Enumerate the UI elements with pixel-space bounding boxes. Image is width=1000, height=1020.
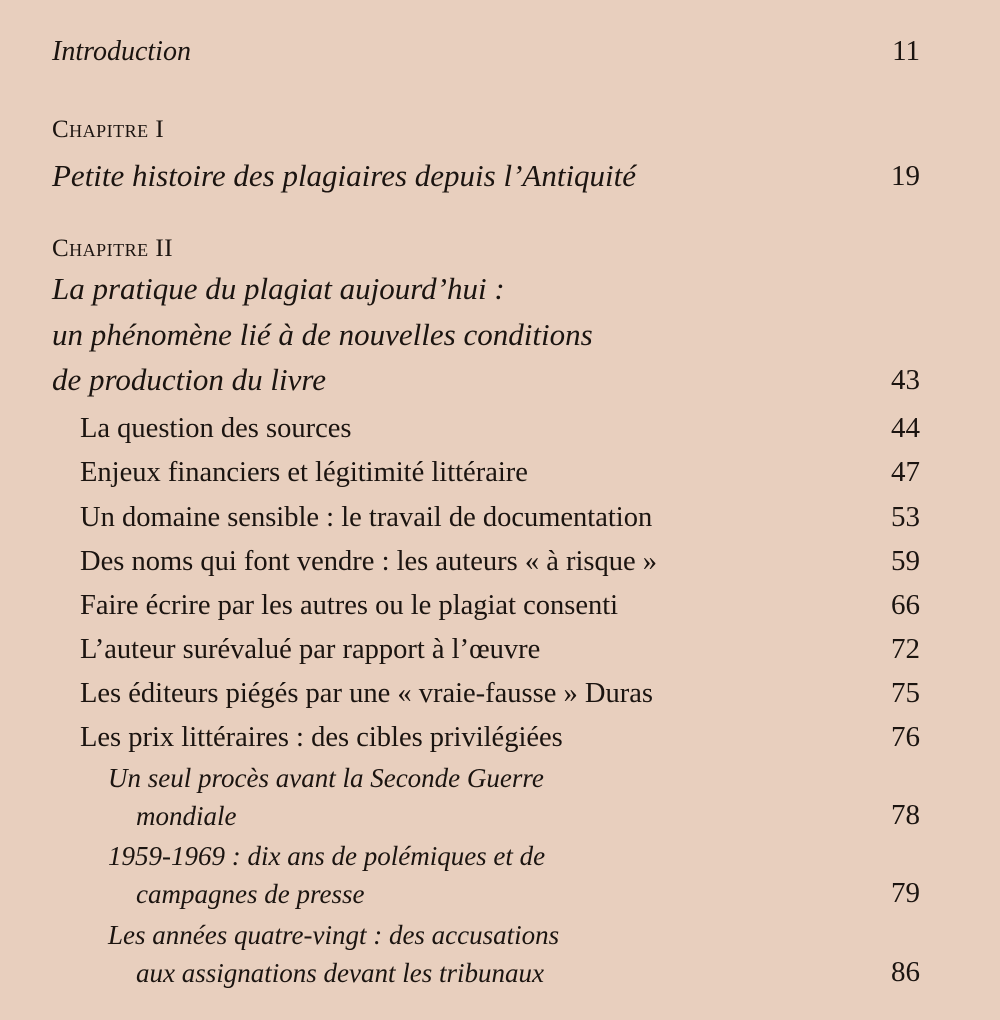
section-title: La question des sources <box>80 412 352 444</box>
toc-page-number: 43 <box>891 364 920 396</box>
subsection-title-line <box>0 830 1000 870</box>
toc-entry-subsection <box>0 947 1000 987</box>
toc-entry-introduction <box>0 26 1000 66</box>
subsection-title: mondiale <box>136 801 237 831</box>
subsection-title: aux assignations devant les tribunaux <box>136 958 544 988</box>
toc-page-number: 66 <box>891 589 920 621</box>
chapter-label: Chapitre II <box>52 235 174 262</box>
toc-entry-subsection <box>0 790 1000 830</box>
subsection-title: Les années quatre-vingt : des accusations <box>108 920 560 950</box>
section-title: L’auteur surévalué par rapport à l’œuvre <box>80 633 541 665</box>
section-title: Les éditeurs piégés par une « vraie-fausse » Duras <box>80 677 653 709</box>
toc-entry-section <box>0 624 1000 664</box>
toc-entry-section <box>0 668 1000 708</box>
chapter-title: Petite histoire des plagiaires depuis l’Antiquité <box>52 158 637 193</box>
section-title: Un domaine sensible : le travail de documentation <box>80 501 653 533</box>
chapter-title: La pratique du plagiat aujourd’hui : <box>52 271 505 306</box>
toc-page-number: 44 <box>891 412 920 444</box>
toc-page-number: 75 <box>891 677 920 709</box>
toc-page-number: 72 <box>891 633 920 665</box>
section-title: Faire écrire par les autres ou le plagiat consenti <box>80 589 619 621</box>
toc-page-number: 47 <box>891 456 920 488</box>
chapter-title: de production du livre <box>52 362 327 397</box>
toc-entry-section <box>0 403 1000 443</box>
chapter-title-line <box>0 310 1000 350</box>
section-title: Enjeux financiers et légitimité littéraire <box>80 456 528 488</box>
chapter-label: Chapitre I <box>52 116 165 143</box>
subsection-title-line <box>0 752 1000 792</box>
toc-page-number: 76 <box>891 721 920 753</box>
toc-entry-title: Introduction <box>52 36 191 67</box>
toc-page-number: 86 <box>891 956 920 988</box>
subsection-title: campagnes de presse <box>136 879 365 909</box>
toc-page-number: 59 <box>891 545 920 577</box>
toc-entry-subsection <box>0 868 1000 908</box>
toc-page-number: 78 <box>891 799 920 831</box>
toc-page-number: 79 <box>891 877 920 909</box>
toc-entry-chapter-1 <box>0 151 1000 191</box>
toc-page-number: 11 <box>892 35 920 67</box>
toc-entry-section <box>0 536 1000 576</box>
subsection-title: 1959-1969 : dix ans de polémiques et de <box>108 841 546 871</box>
section-title: Les prix littéraires : des cibles privilégiées <box>80 721 563 753</box>
toc-entry-section <box>0 580 1000 620</box>
chapter-label-2 <box>0 221 1000 261</box>
chapter-title: un phénomène lié à de nouvelles conditions <box>52 317 593 352</box>
section-title: Des noms qui font vendre : les auteurs « à risque » <box>80 545 657 577</box>
chapter-label-1 <box>0 102 1000 142</box>
subsection-title: Un seul procès avant la Seconde Guerre <box>108 763 544 793</box>
toc-page-number: 19 <box>891 160 920 192</box>
chapter-title-line <box>0 264 1000 304</box>
toc-entry-section <box>0 712 1000 752</box>
subsection-title-line <box>0 909 1000 949</box>
toc-entry-chapter-2 <box>0 355 1000 395</box>
toc-entry-section <box>0 492 1000 532</box>
toc-page-number: 53 <box>891 501 920 533</box>
toc-entry-section <box>0 447 1000 487</box>
